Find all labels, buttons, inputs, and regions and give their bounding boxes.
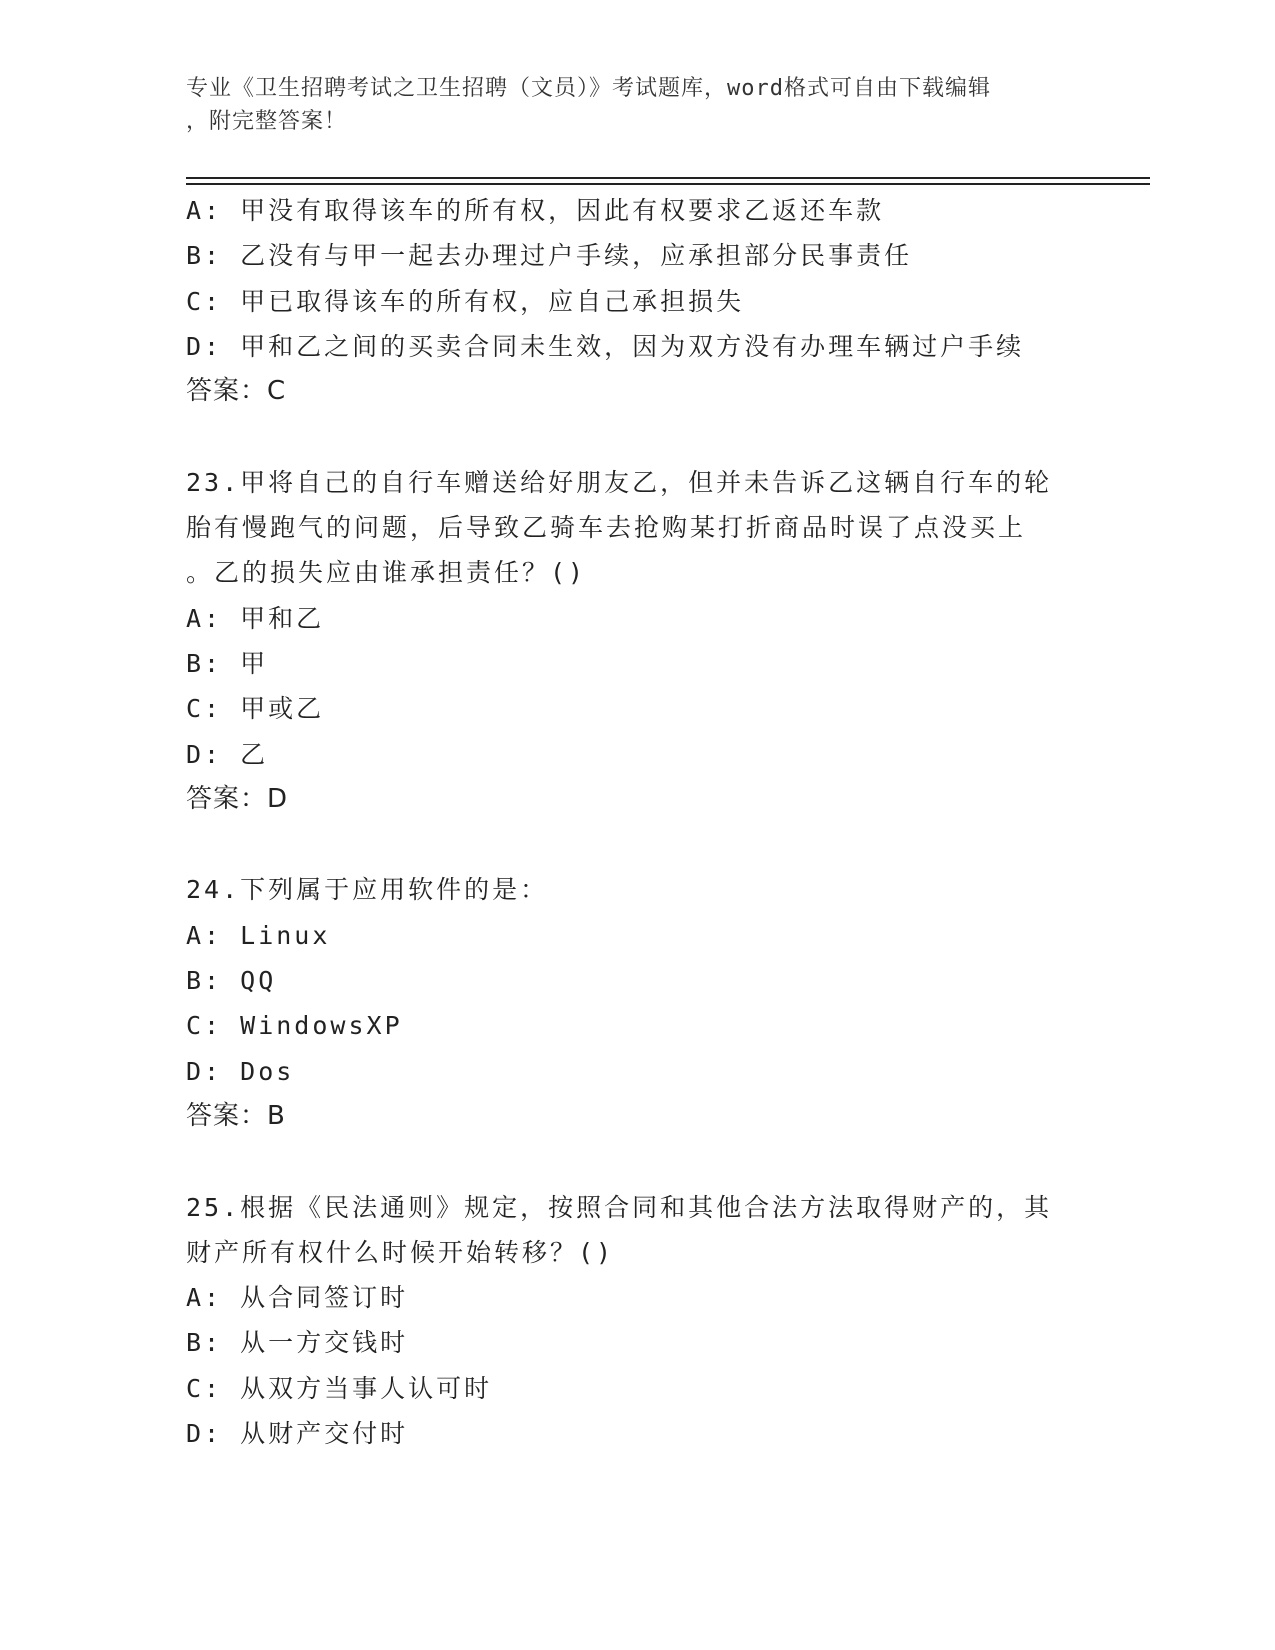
question-stem-line-2: 胎有慢跑气的问题，后导致乙骑车去抢购某打折商品时误了点没买上	[186, 513, 1027, 543]
option-b: B: QQ	[186, 966, 277, 996]
option-d: D: Dos	[186, 1056, 295, 1086]
question-stem-line-3: 。乙的损失应由谁承担责任？()	[186, 558, 587, 588]
question-stem-line-1: 25.根据《民法通则》规定，按照合同和其他合法方法取得财产的，其	[186, 1192, 1053, 1222]
header-line-2: ，附完整答案！	[186, 109, 348, 134]
question-24	[186, 867, 1086, 1139]
option-a: A: 甲和乙	[186, 603, 325, 633]
option-c: C: WindowsXP	[186, 1011, 403, 1041]
question-25	[186, 1185, 1086, 1457]
option-b: B: 从一方交钱时	[186, 1328, 409, 1358]
option-d: D: 乙	[186, 739, 269, 769]
header-divider-bottom	[186, 183, 1150, 185]
document-header	[186, 72, 1066, 138]
question-stem-line-2: 财产所有权什么时候开始转移？()	[186, 1237, 615, 1267]
option-d: D: 甲和乙之间的买卖合同未生效，因为双方没有办理车辆过户手续	[186, 331, 1025, 361]
header-line-1: 专业《卫生招聘考试之卫生招聘（文员）》考试题库，word格式可自由下载编辑	[186, 76, 991, 101]
question-stem-line-1: 23.甲将自己的自行车赠送给好朋友乙，但并未告诉乙这辆自行车的轮	[186, 467, 1053, 497]
option-b: B: 甲	[186, 648, 269, 678]
option-d: D: 从财产交付时	[186, 1419, 409, 1449]
header-divider-top	[186, 177, 1150, 179]
option-c: C: 从双方当事人认可时	[186, 1373, 493, 1403]
question-list	[186, 188, 1086, 1456]
option-c: C: 甲已取得该车的所有权，应自己承担损失	[186, 286, 745, 316]
option-a: A: 从合同签订时	[186, 1283, 409, 1313]
option-b: B: 乙没有与甲一起去办理过户手续，应承担部分民事责任	[186, 241, 913, 271]
answer: 答案：C	[186, 376, 287, 407]
spacer	[186, 822, 1086, 867]
option-a: A: Linux	[186, 920, 331, 950]
question-stem-line-1: 24.下列属于应用软件的是：	[186, 875, 549, 905]
spacer	[186, 1139, 1086, 1184]
answer: 答案：D	[186, 783, 289, 814]
option-c: C: 甲或乙	[186, 694, 325, 724]
question-22	[186, 188, 1086, 414]
question-23	[186, 460, 1086, 822]
spacer	[186, 414, 1086, 459]
answer: 答案：B	[186, 1100, 286, 1131]
option-a: A: 甲没有取得该车的所有权，因此有权要求乙返还车款	[186, 196, 885, 225]
